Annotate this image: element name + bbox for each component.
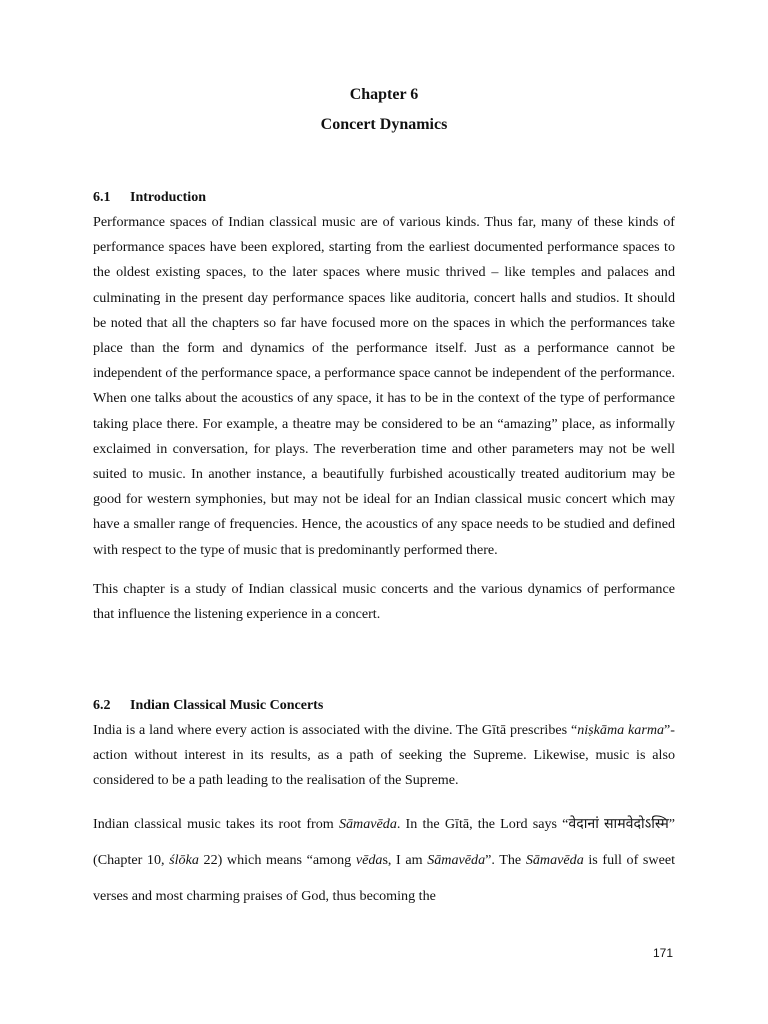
text-run: ”. The [485, 851, 526, 868]
italic-term: Sāmavēda [427, 851, 486, 868]
section-heading [93, 185, 675, 210]
paragraph [93, 718, 675, 794]
section-title: Indian Classical Music Concerts [130, 698, 324, 713]
section-indian-classical-music-concerts [93, 693, 675, 914]
italic-term: Sāmavēda [525, 851, 584, 868]
text-run: is full of sweet verses and most charming praises of God, thus becoming the [93, 851, 676, 904]
italic-term: niṣkāma karma [577, 722, 665, 738]
italic-term: vēda [355, 851, 383, 868]
text-run: India is a land where every action is associated with the divine. The Gītā prescribes “ [93, 722, 578, 738]
section-introduction [93, 185, 675, 627]
text-run: 22) which means “among [198, 851, 356, 868]
page-number: 171 [653, 946, 674, 960]
italic-term: ślōka [169, 851, 199, 868]
section-number: 6.2 [93, 698, 111, 713]
section-number: 6.1 [93, 190, 111, 205]
paragraph: This chapter is a study of Indian classical music concerts and the various dynamics of performance that influence the listening experience in a concert. [93, 580, 675, 623]
chapter-title: Concert Dynamics [320, 116, 448, 133]
text-run: Indian classical music takes its root from [93, 815, 339, 832]
text-run: s, I am [382, 851, 428, 868]
section-title: Introduction [130, 190, 206, 205]
text-run: . In the Gītā, the Lord says “वेदानां सामवेदोऽस्मि” (Chapter 10, [93, 815, 676, 868]
section-heading [93, 693, 675, 718]
italic-term: Sāmavēda [338, 815, 397, 832]
chapter-number: Chapter 6 [349, 86, 419, 103]
paragraph: Performance spaces of Indian classical music are of various kinds. Thus far, many of these kinds of performance spaces have been explored, starting from the earliest documented performance spaces to the oldest existing spaces, to the later spaces where music thrived – like temples and palaces and culminating in the present day performance spaces like auditoria, concert halls and studios. It should be noted that all the chapters so far have focused more on the spaces in which the performances take place than the form and dynamics of the performance itself. Just as a performance cannot be independent of the performance space, a performance space cannot be independent of the performance. When one talks about the acoustics of any space, it has to be in the context of the type of performance taking place there. For example, a theatre may be considered to be an “amazing” place, as informally exclaimed in conversation, for plays. The reverberation time and other parameters may not be well suited to music. In another instance, a beautifully furbished acoustically treated auditorium may be good for western symphonies, but may not be ideal for an Indian classical music concert which may have a smaller range of frequencies. Hence, the acoustics of any space needs to be studied and defined with respect to the type of music that is predominantly performed there. [93, 214, 675, 558]
text-run: ”- action without interest in its results, as a path of seeking the Supreme. Likewise, music is also considered to be a path leading to the realisation of the Supreme. [93, 722, 675, 789]
paragraph [93, 806, 675, 914]
